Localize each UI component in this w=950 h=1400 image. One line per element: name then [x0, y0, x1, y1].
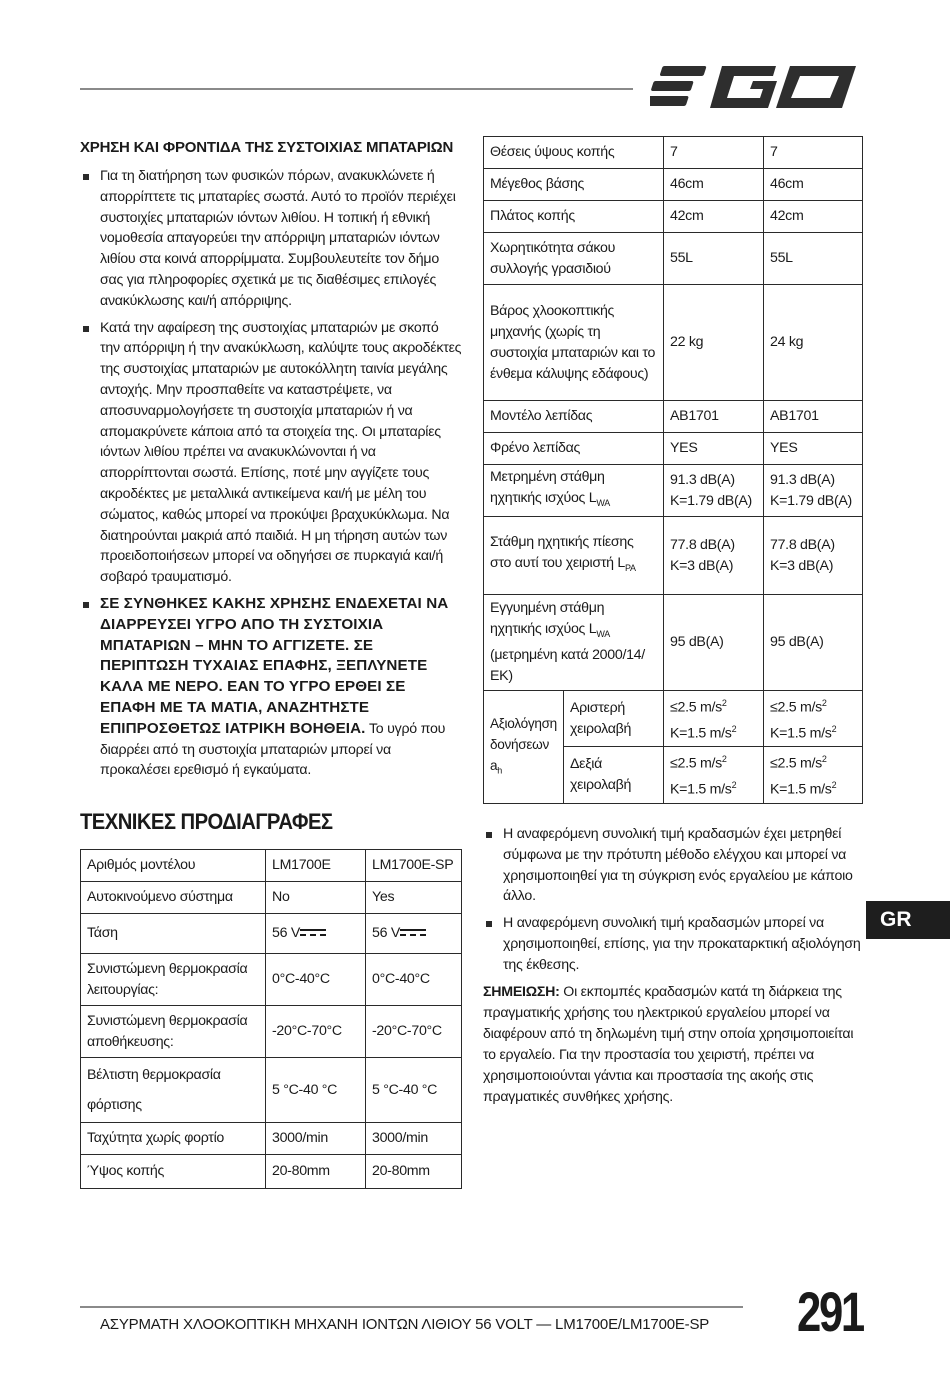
spec-value: 46cm — [764, 169, 863, 201]
spec-value: 95 dB(A) — [764, 595, 863, 691]
spec-label: Ύψος κοπής — [81, 1155, 266, 1189]
subscript: WA — [596, 497, 610, 508]
subscript: h — [497, 765, 502, 776]
vibration-bullet-assessment: Η αναφερόμενη συνολική τιμή κραδασμών μπορεί να χρησιμοποιηθεί, επίσης, για την προκαταρκτική αξιολόγηση της έκθεσης. — [483, 913, 863, 975]
spec-value — [664, 691, 764, 747]
table-row — [81, 1155, 462, 1189]
spec-value — [764, 747, 863, 803]
table-row — [81, 1006, 462, 1058]
value-line: 77.8 dB(A) — [770, 536, 835, 553]
left-handle-label: Αριστερή χειρολαβή — [564, 691, 664, 747]
table-row — [81, 954, 462, 1006]
table-row — [484, 201, 863, 233]
spec-value: 55L — [664, 233, 764, 285]
value-line: K=1.5 m/s — [770, 725, 832, 742]
spec-value: 3000/min — [266, 1123, 366, 1155]
spec-label: Ταχύτητα χωρίς φορτίο — [81, 1123, 266, 1155]
value-line: K=3 dB(A) — [670, 557, 734, 574]
battery-bullet-leak-warning — [80, 594, 462, 781]
note-label: ΣΗΜΕΙΩΣΗ: — [483, 983, 560, 1000]
spec-table-left — [80, 849, 462, 1189]
value-line: ≤2.5 m/s — [670, 756, 722, 773]
spec-label: Θέσεις ύψους κοπής — [484, 137, 664, 169]
spec-label: Μοντέλο λεπίδας — [484, 401, 664, 433]
superscript: 2 — [721, 754, 727, 765]
spec-value: 5 °C-40 °C — [266, 1058, 366, 1123]
spec-label: Φρένο λεπίδας — [484, 433, 664, 465]
spec-value — [764, 517, 863, 595]
table-row — [484, 433, 863, 465]
table-row — [484, 285, 863, 401]
spec-value: -20°C-70°C — [266, 1006, 366, 1058]
value-line: K=1.5 m/s — [670, 725, 732, 742]
footer-rule — [80, 1306, 743, 1308]
spec-value — [664, 517, 764, 595]
leak-warning-bold: ΣΕ ΣΥΝΘΗΚΕΣ ΚΑΚΗΣ ΧΡΗΣΗΣ ΕΝΔΕΧΕΤΑΙ ΝΑ ΔΙΑΡΡΕΥΣΕΙ ΥΓΡΟ ΑΠΟ ΤΗ ΣΥΣΤΟΙΧΙΑ ΜΠΑΤΑΡΙΩΝ – ΜΗΝ ΤΟ ΑΓΓΙΖΕΤΕ. ΣΕ ΠΕΡΙΠΤΩΣΗ ΤΥΧΑΙΑΣ ΕΠΑΦΗΣ, ΞΕΠΛΥΝΕΤΕ ΚΑΛΑ ΜΕ ΝΕΡΟ. ΕΑΝ ΤΟ ΥΓΡΟ ΕΡΘΕΙ ΣΕ ΕΠΑΦΗ ΜΕ ΤΑ ΜΑΤΙΑ, ΑΝΑΖΗΤΗΣΤΕ ΕΠΙΠΡΟΣΘΕΤΩΣ ΙΑΤΡΙΚΗ ΒΟΗΘΕΙΑ. — [100, 594, 449, 737]
tech-specs-title: ΤΕΧΝΙΚΕΣ ΠΡΟΔΙΑΓΡΑΦΕΣ — [80, 809, 333, 835]
spec-label: Αυτοκινούμενο σύστημα — [81, 882, 266, 914]
spec-table-right — [483, 136, 863, 804]
table-row — [81, 850, 462, 882]
footer-title: ΑΣΥΡΜΑΤΗ ΧΛΟΟΚΟΠΤΙΚΗ ΜΗΧΑΝΗ ΙΟΝΤΩΝ ΛΙΘΙΟΥ 56 VOLT — LM1700E/LM1700E-SP — [100, 1316, 710, 1333]
guaranteed-sound-label — [484, 595, 664, 691]
vibration-bullet-comparison: Η αναφερόμενη συνολική τιμή κραδασμών έχει μετρηθεί σύμφωνα με την πρότυπη μέθοδο ελέγχου και μπορεί να χρησιμοποιηθεί για τη σύγκριση ενός εργαλείου με κάποιο άλλο. — [483, 824, 863, 907]
spec-value: -20°C-70°C — [366, 1006, 462, 1058]
table-row — [484, 465, 863, 517]
spec-label: Βάρος χλοοκοπτικής μηχανής (χωρίς τη συστοιχία μπαταριών και το ένθεμα κάλυψης εδάφους) — [484, 285, 664, 401]
spec-value — [664, 465, 764, 517]
superscript: 2 — [831, 780, 837, 791]
spec-value — [764, 691, 863, 747]
right-column — [483, 136, 863, 1108]
dc-current-icon — [400, 928, 426, 938]
value-line: ≤2.5 m/s — [770, 756, 822, 773]
value-line: K=1.5 m/s — [770, 781, 832, 798]
superscript: 2 — [721, 698, 727, 708]
table-row — [81, 882, 462, 914]
spec-label: Συνιστώμενη θερμοκρασία αποθήκευσης: — [81, 1006, 266, 1058]
value-line: ≤2.5 m/s — [770, 699, 822, 716]
spec-value: 20-80mm — [266, 1155, 366, 1189]
spec-value: AB1701 — [764, 401, 863, 433]
voltage-value: 56 V — [372, 925, 400, 942]
ego-logo — [650, 62, 862, 114]
superscript: 2 — [731, 723, 737, 734]
subscript: WA — [596, 628, 610, 639]
vibration-note — [483, 982, 863, 1108]
spec-value: 3000/min — [366, 1123, 462, 1155]
table-row — [484, 595, 863, 691]
voltage-value: 56 V — [272, 925, 300, 942]
spec-value: 5 °C-40 °C — [366, 1058, 462, 1123]
left-column — [80, 134, 462, 1189]
dc-current-icon — [300, 928, 326, 938]
value-line: ≤2.5 m/s — [670, 699, 722, 716]
right-handle-label: Δεξιά χειρολαβή — [564, 747, 664, 803]
table-row — [81, 1058, 462, 1123]
battery-bullet-recycle: Για τη διατήρηση των φυσικών πόρων, ανακυκλώνετε ή απορρίπτετε τις μπαταρίες σωστά. Αυτό το προϊόν περιέχει συστοιχίες μπαταριών ιόντων λιθίου. Η τοπική ή εθνική νομοθεσία απαγορεύει την απόρριψη μπαταριών ιόντων λιθίου στα κοινά απορρίμματα. Συμβουλευτείτε τον δήμο σας για πληροφορίες σχετικά με τις διαθέσιμες επιλογές ανακύκλωσης και/ή απόρριψης. — [80, 166, 462, 312]
value-line: 91.3 dB(A) — [670, 471, 735, 488]
leak-warning-text: Το υγρό που διαρρέει από τη συστοιχία μπαταριών μπορεί να προκαλέσει ερεθισμό ή εγκαύματα. — [100, 720, 446, 779]
note-text: Οι εκπομπές κραδασμών κατά τη διάρκεια της πραγματικής χρήσης του ηλεκτρικού εργαλείου μπορεί να διαφέρουν από τη δηλωμένη τιμή στην οποία χρησιμοποιείται το εργαλείο. Για την προστασία του χειριστή, πρέπει να χρησιμοποιούνται γάντια και προστασία της ακοής στις πραγματικές συνθήκες χρήσης. — [483, 983, 854, 1105]
value-line: K=1.79 dB(A) — [670, 492, 752, 509]
table-row — [484, 401, 863, 433]
battery-section-title: ΧΡΗΣΗ ΚΑΙ ΦΡΟΝΤΙΔΑ ΤΗΣ ΣΥΣΤΟΙΧΙΑΣ ΜΠΑΤΑΡΙΩΝ — [80, 139, 454, 156]
spec-value: 46cm — [664, 169, 764, 201]
spec-value — [764, 465, 863, 517]
spec-value: 55L — [764, 233, 863, 285]
spec-value: YES — [764, 433, 863, 465]
battery-bullet-removal: Κατά την αφαίρεση της συστοιχίας μπαταριών με σκοπό την απόρριψη ή την ανακύκλωση, καλύψτε τους ακροδέκτες της συστοιχίας μπαταριών με αυτοκόλλητη ταινία μεγάλης αντοχής. Μην προσπαθείτε να καταστρέψετε, να αποσυναρμολογήσετε τη συστοιχία μπαταριών ή να απομακρύνετε κάποια από τα στοιχεία της. Οι μπαταρίες ιόντων λιθίου πρέπει να ανακυκλώνονται ή να απορρίπτονται σωστά. Επίσης, ποτέ μην αγγίζετε τους ακροδέκτες με μεταλλικά αντικείμενα και/ή με μέλη του σώματος, καθώς μπορεί να προκύψει βραχυκύκλωμα. Να διατηρούνται μακριά από παιδιά. Η μη τήρηση αυτών των προειδοποιήσεων μπορεί να οδηγήσει σε πυρκαγιά και/ή σοβαρό τραυματισμό. — [80, 318, 462, 588]
spec-value: 0°C-40°C — [266, 954, 366, 1006]
superscript: 2 — [821, 698, 827, 708]
spec-value: AB1701 — [664, 401, 764, 433]
spec-label: Αριθμός μοντέλου — [81, 850, 266, 882]
spec-value — [266, 914, 366, 954]
value-line: K=1.5 m/s — [670, 781, 732, 798]
spec-value: 0°C-40°C — [366, 954, 462, 1006]
spec-value: 95 dB(A) — [664, 595, 764, 691]
spec-value: 7 — [664, 137, 764, 169]
label-text: Αξιολόγηση δονήσεων a — [490, 715, 557, 773]
spec-value — [664, 747, 764, 803]
superscript: 2 — [831, 723, 837, 734]
spec-label: Βέλτιστη θερμοκρασία φόρτισης — [81, 1058, 266, 1123]
value-line: K=1.79 dB(A) — [770, 492, 852, 509]
sound-pressure-label — [484, 517, 664, 595]
spec-label: Συνιστώμενη θερμοκρασία λειτουργίας: — [81, 954, 266, 1006]
table-row — [81, 914, 462, 954]
sound-power-label — [484, 465, 664, 517]
label-text: Εγγυημένη στάθμη ηχητικής ισχύος L — [490, 600, 605, 638]
value-line: 77.8 dB(A) — [670, 536, 735, 553]
spec-label: Πλάτος κοπής — [484, 201, 664, 233]
vibration-label — [484, 691, 564, 804]
spec-label: Χωρητικότητα σάκου συλλογής γρασιδιού — [484, 233, 664, 285]
spec-value: 7 — [764, 137, 863, 169]
spec-label: Τάση — [81, 914, 266, 954]
spec-value: LM1700E-SP — [366, 850, 462, 882]
superscript: 2 — [731, 780, 737, 791]
value-line: K=3 dB(A) — [770, 557, 834, 574]
subscript: PA — [624, 562, 636, 573]
page-number: 291 — [797, 1280, 863, 1343]
label-text: Στάθμη ηχητικής πίεσης στο αυτί του χειριστή L — [490, 534, 634, 572]
label-text: Μετρημένη στάθμη ηχητικής ισχύος L — [490, 469, 605, 507]
spec-value: No — [266, 882, 366, 914]
table-row — [484, 233, 863, 285]
header-rule — [80, 88, 633, 90]
spec-value: 22 kg — [664, 285, 764, 401]
spec-value: 20-80mm — [366, 1155, 462, 1189]
label-text: (μετρημένη κατά 2000/14/ΕΚ) — [490, 646, 645, 684]
table-row — [484, 517, 863, 595]
value-line: 91.3 dB(A) — [770, 471, 835, 488]
spec-value: YES — [664, 433, 764, 465]
table-row — [81, 1123, 462, 1155]
spec-label: Μέγεθος βάσης — [484, 169, 664, 201]
spec-value — [366, 914, 462, 954]
superscript: 2 — [821, 754, 827, 765]
spec-value: 42cm — [664, 201, 764, 233]
table-row — [484, 137, 863, 169]
spec-value: Yes — [366, 882, 462, 914]
spec-value: 42cm — [764, 201, 863, 233]
table-row — [484, 169, 863, 201]
table-row — [484, 691, 863, 747]
spec-value: 24 kg — [764, 285, 863, 401]
language-tab: GR — [866, 901, 950, 939]
spec-value: LM1700E — [266, 850, 366, 882]
